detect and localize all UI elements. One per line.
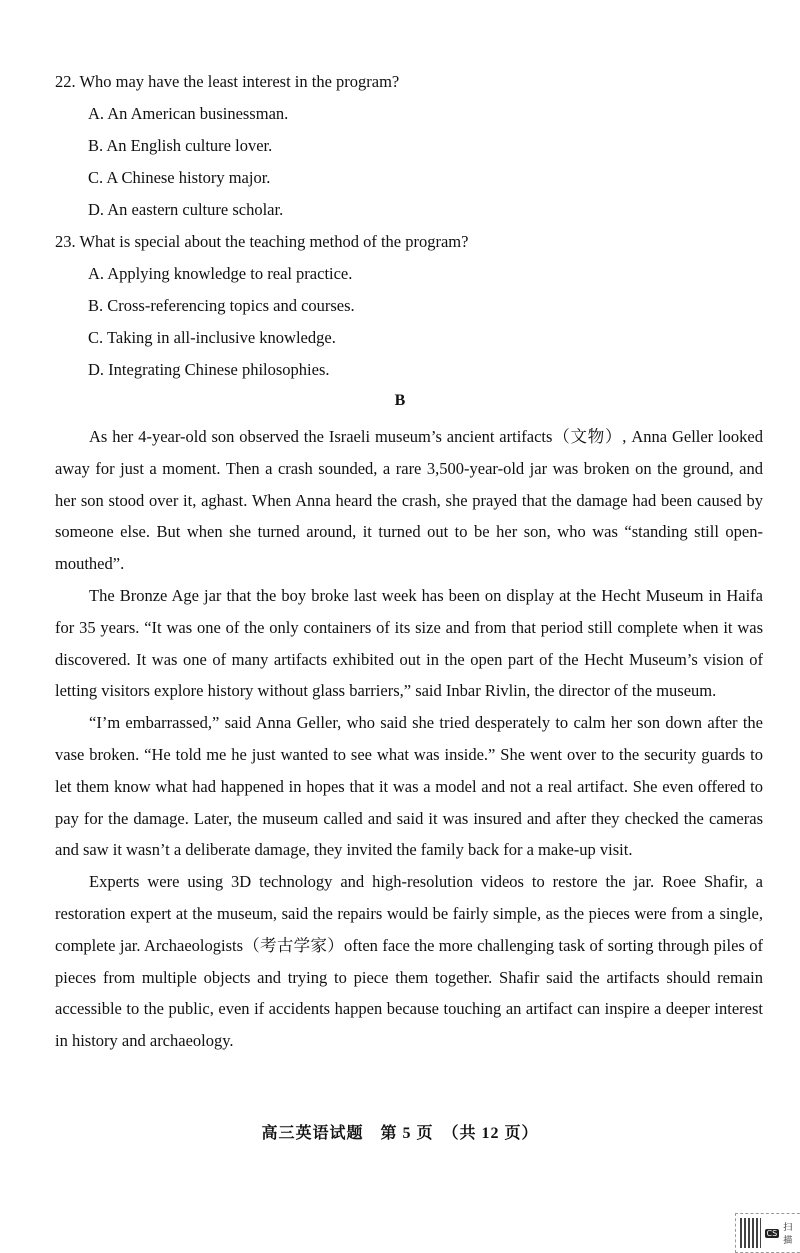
paragraph: As her 4-year-old son observed the Israeli museum’s ancient artifacts（文物）, Anna Geller looked away for just a moment. Then a crash sounded, a rare 3,500-year-old jar was broken on the ground, and her son stood over it, aghast. When Anna heard the crash, she prayed that the damage had been caused by someone else. But when she turned around, it turned out to be her son, who was “standing still open-mouthed”. <box>55 427 763 574</box>
scanner-badge: CS <box>766 1228 778 1238</box>
scanner-label: 扫描 <box>783 1223 793 1246</box>
option-b: B. An English culture lover. <box>88 136 273 155</box>
qr-code-icon <box>740 1218 761 1248</box>
section-heading: B <box>394 392 406 409</box>
page-footer: 高三英语试题 第 5 页 （共 12 页） <box>261 1125 539 1142</box>
option-c: C. A Chinese history major. <box>88 168 271 187</box>
option-d: D. Integrating Chinese philosophies. <box>88 360 330 379</box>
option-d: D. An eastern culture scholar. <box>88 200 284 219</box>
paragraph: Experts were using 3D technology and high-resolution videos to restore the jar. Roee Shafir, a restoration expert at the museum, said the repairs would be fairly simple, as the pieces were from a single, complete jar. Archaeologists（考古学家）often face the more challenging task of sorting through piles of pieces from multiple objects and trying to piece them together. Shafir said the artifacts should remain accessible to the public, even if accidents happen because touching an artifact can inspire a deeper interest in history and archaeology. <box>55 872 763 1051</box>
option-a: A. An American businessman. <box>88 104 289 123</box>
paragraph: “I’m embarrassed,” said Anna Geller, who said she tried desperately to calm her son down after the vase broken. “He told me he just wanted to see what was inside.” She went over to the security guards to let them know what had happened in hopes that it was a model and not a real artifact. She even offered to pay for the damage. Later, the museum called and said it was insured and after they checked the cameras and saw it wasn’t a deliberate damage, they invited the family back for a make-up visit. <box>55 713 763 860</box>
question-stem: 22. Who may have the least interest in the program? <box>55 72 400 91</box>
reading-passage <box>55 421 763 1057</box>
question-stem: 23. What is special about the teaching method of the program? <box>55 232 469 251</box>
scanner-watermark <box>735 1213 800 1253</box>
paragraph: The Bronze Age jar that the boy broke last week has been on display at the Hecht Museum in Haifa for 35 years. “It was one of the only containers of its size and from that period still complete when it was discovered. It was one of many artifacts exhibited out in the open part of the Hecht Museum’s vision of letting visitors explore history without glass barriers,” said Inbar Rivlin, the director of the museum. <box>55 585 763 701</box>
option-b: B. Cross-referencing topics and courses. <box>88 296 355 315</box>
option-c: C. Taking in all-inclusive knowledge. <box>88 328 336 347</box>
option-a: A. Applying knowledge to real practice. <box>88 264 353 283</box>
